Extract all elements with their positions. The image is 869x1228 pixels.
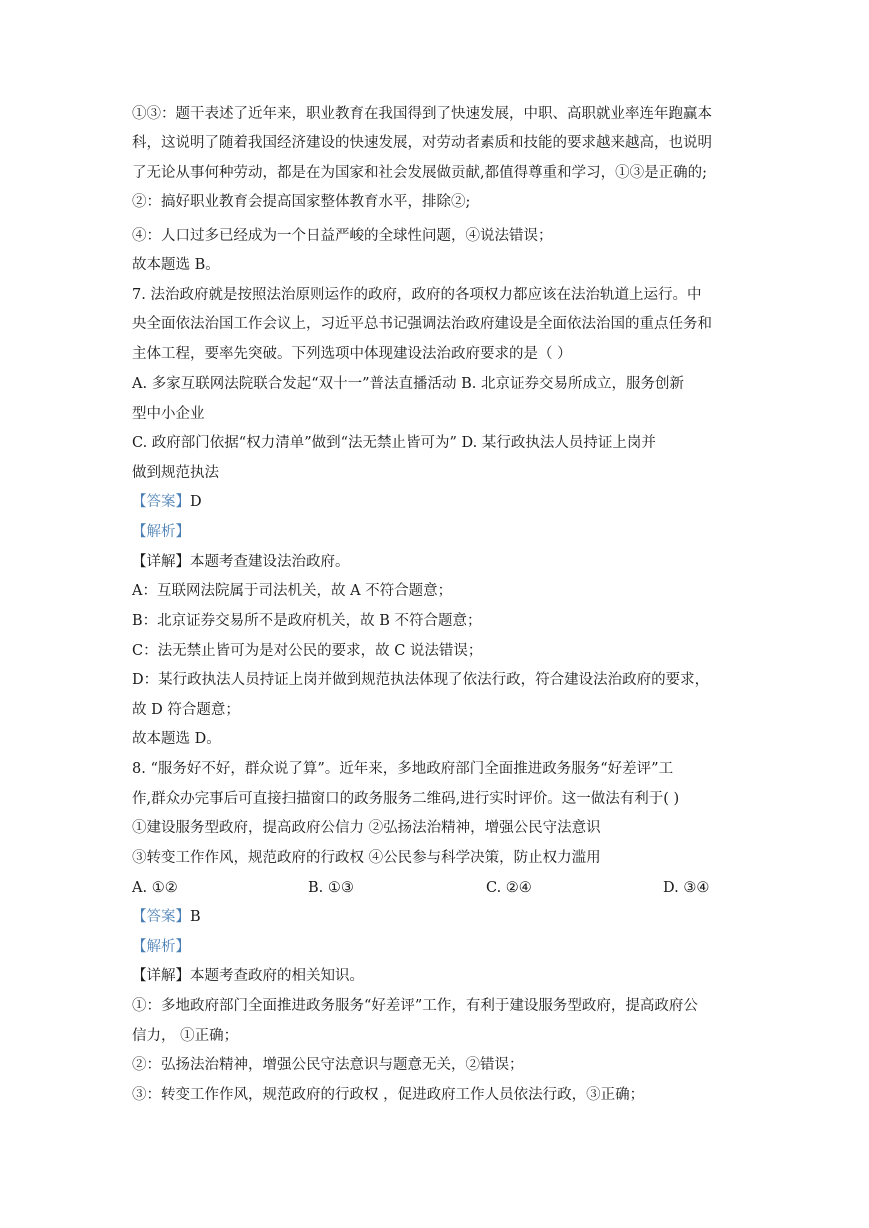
text-line: 故本题选 B。 <box>132 257 220 273</box>
analysis-tag: 【解析】 <box>132 939 190 955</box>
question-7-option: A. 多家互联网法院联合发起“双十一”普法直播活动 B. 北京证券交易所成立，服务创新 <box>132 376 684 392</box>
explanation-line: D：某行政执法人员持证上岗并做到规范执法体现了依法行政，符合建设法治政府的要求， <box>132 672 710 688</box>
choice-b: B. ①③ <box>308 880 354 896</box>
explanation-line: C：法无禁止皆可为是对公民的要求，故 C 说法错误； <box>132 643 483 659</box>
question-7-stem: 主体工程，要率先突破。下列选项中体现建设法治政府要求的是（ ） <box>132 346 572 362</box>
choice-a: A. ①② <box>132 880 178 896</box>
text-line: 科，这说明了随着我国经济建设的快速发展，对劳动者素质和技能的要求越来越高，也说明 <box>132 135 712 151</box>
question-7-stem: 央全面依法治国工作会议上，习近平总书记强调法治政府建设是全面依法治国的重点任务和 <box>132 316 712 332</box>
text-line: 了无论从事何种劳动，都是在为国家和社会发展做贡献,都值得尊重和学习，①③是正确的; <box>132 165 707 181</box>
question-8-item: ①建设服务型政府，提高政府公信力 ②弘扬法治精神，增强公民守法意识 <box>132 820 601 836</box>
answer-tag: 【答案】 <box>132 909 190 925</box>
explanation-line: B：北京证券交易所不是政府机关，故 B 不符合题意； <box>132 613 482 629</box>
choice-d: D. ③④ <box>663 880 710 896</box>
detail-line <box>132 552 350 572</box>
question-7-stem: 7. 法治政府就是按照法治原则运作的政府，政府的各项权力都应该在法治轨道上运行。中 <box>132 287 702 303</box>
detail-text: 本题考查政府的相关知识。 <box>190 968 364 984</box>
explanation-line: ①：多地政府部门全面推进政务服务“好差评”工作，有利于建设服务型政府，提高政府公 <box>132 998 698 1014</box>
answer-value: D <box>190 494 202 510</box>
explanation-line: A：互联网法院属于司法机关，故 A 不符合题意； <box>132 583 453 599</box>
detail-tag: 【详解】 <box>132 968 190 984</box>
question-7-option: C. 政府部门依据“权力清单”做到“法无禁止皆可为” D. 某行政执法人员持证上岗并 <box>132 435 656 451</box>
detail-tag: 【详解】 <box>132 554 190 570</box>
answer-value: B <box>190 909 201 925</box>
answer-line <box>132 907 201 927</box>
question-8-stem: 作,群众办完事后可直接扫描窗口的政务服务二维码,进行实时评价。这一做法有利于( ) <box>132 791 680 807</box>
explanation-line: ③：转变工作作风，规范政府的行政权 ，促进政府工作人员依法行政，③正确； <box>132 1087 645 1103</box>
question-8-stem: 8. “服务好不好，群众说了算”。近年来，多地政府部门全面推进政务服务“好差评”工 <box>132 761 674 777</box>
text-line: ④：人口过多已经成为一个日益严峻的全球性问题，④说法错误； <box>132 228 553 244</box>
explanation-line: 故本题选 D。 <box>132 731 221 747</box>
detail-line <box>132 966 364 986</box>
text-line: ①③：题干表述了近年来，职业教育在我国得到了快速发展，中职、高职就业率连年跑赢本 <box>132 106 712 122</box>
question-7-option: 做到规范执法 <box>132 465 219 481</box>
text-line: ②：搞好职业教育会提高国家整体教育水平，排除②; <box>132 194 471 210</box>
answer-line <box>132 492 202 512</box>
question-7-option: 型中小企业 <box>132 406 205 422</box>
answer-tag: 【答案】 <box>132 494 190 510</box>
question-8-item: ③转变工作作风，规范政府的行政权 ④公民参与科学决策，防止权力滥用 <box>132 850 601 866</box>
explanation-line: 故 D 符合题意； <box>132 702 240 718</box>
analysis-tag: 【解析】 <box>132 524 190 540</box>
explanation-line: ②：弘扬法治精神，增强公民守法意识与题意无关，②错误； <box>132 1057 524 1073</box>
choice-c: C. ②④ <box>486 880 532 896</box>
explanation-line: 信力， ①正确； <box>132 1028 239 1044</box>
detail-text: 本题考查建设法治政府。 <box>190 554 350 570</box>
